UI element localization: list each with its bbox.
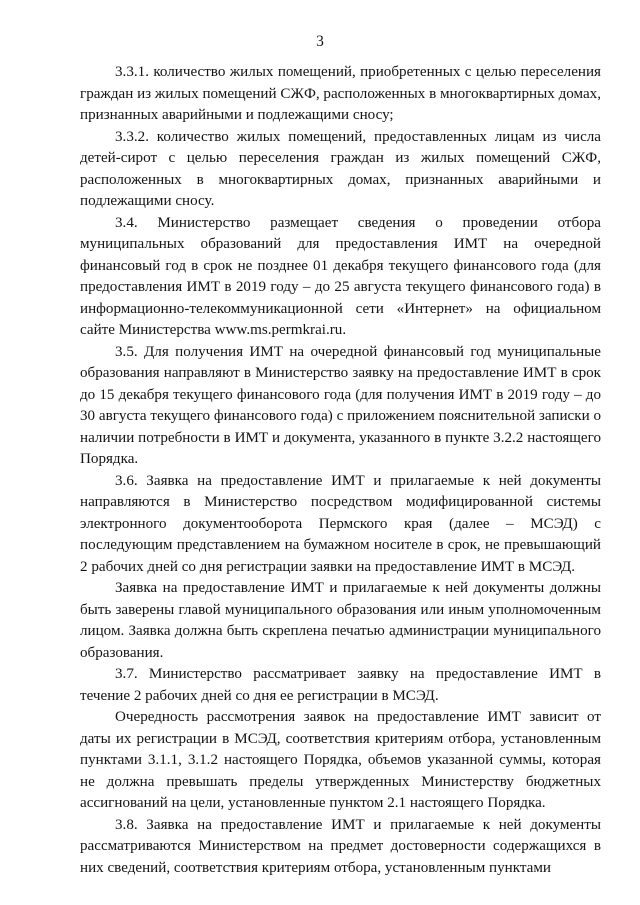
page-number: 3 — [316, 33, 324, 50]
paragraph-3-3-2: 3.3.2. количество жилых помещений, предоставленных лицам из числа детей-сирот с целью переселения граждан из жилых помещений СЖФ, расположенных в многоквартирных домах, признанных аварийными и подлежащими сносу. — [80, 128, 601, 209]
paragraph-3-4: 3.4. Министерство размещает сведения о проведении отбора муниципальных образований для предоставления ИМТ на очередной финансовый год в срок не позднее 01 декабря текущего финансового года (для предоставления ИМТ в 2019 году – до 25 августа текущего финансового года) в информационно-телекоммуникационной сети «Интернет» на официальном сайте Министерства www.ms.permkrai.ru. — [80, 214, 601, 338]
paragraph-3-7: 3.7. Министерство рассматривает заявку на предоставление ИМТ в течение 2 рабочих дней со дня ее регистрации в МСЭД. — [80, 666, 601, 704]
paragraph-3-7-order: Очередность рассмотрения заявок на предоставление ИМТ зависит от даты их регистрации в МСЭД, соответствия критериям отбора, установленным пунктами 3.1.1, 3.1.2 настоящего Порядка, объемов указанной суммы, которая не должна превышать пределы утвержденных Министерству бюджетных ассигнований на цели, установленные пунктом 2.1 настоящего Порядка. — [80, 709, 601, 811]
paragraph-3-6: 3.6. Заявка на предоставление ИМТ и прилагаемые к ней документы направляются в Министерство посредством модифицированной системы электронного документооборота Пермского края (далее – МСЭД) с последующим представлением на бумажном носителе в срок, не превышающий 2 рабочих дней со дня регистрации заявки на предоставление ИМТ в МСЭД. — [80, 472, 601, 575]
paragraph-3-3-1: 3.3.1. количество жилых помещений, приобретенных с целью переселения граждан из жилых помещений СЖФ, расположенных в многоквартирных домах, признанных аварийными и подлежащими сносу; — [80, 64, 601, 123]
document-body — [80, 62, 601, 879]
paragraph-3-6-certification: Заявка на предоставление ИМТ и прилагаемые к ней документы должны быть заверены главой муниципального образования или иным уполномоченным лицом. Заявка должна быть скреплена печатью администрации муниципального образования. — [80, 580, 601, 661]
paragraph-3-8: 3.8. Заявка на предоставление ИМТ и прилагаемые к ней документы рассматриваются Министерством на предмет достоверности содержащихся в них сведений, соответствия критериям отбора, установленным пунктами — [80, 816, 601, 876]
paragraph-3-5: 3.5. Для получения ИМТ на очередной финансовый год муниципальные образования направляют в Министерство заявку на предоставление ИМТ в срок до 15 декабря текущего финансового года (для получения ИМТ в 2019 году – до 30 августа текущего финансового года) с приложением пояснительной записки о наличии потребности в ИМТ и документа, указанного в пункте 3.2.2 настоящего Порядка. — [80, 343, 601, 467]
